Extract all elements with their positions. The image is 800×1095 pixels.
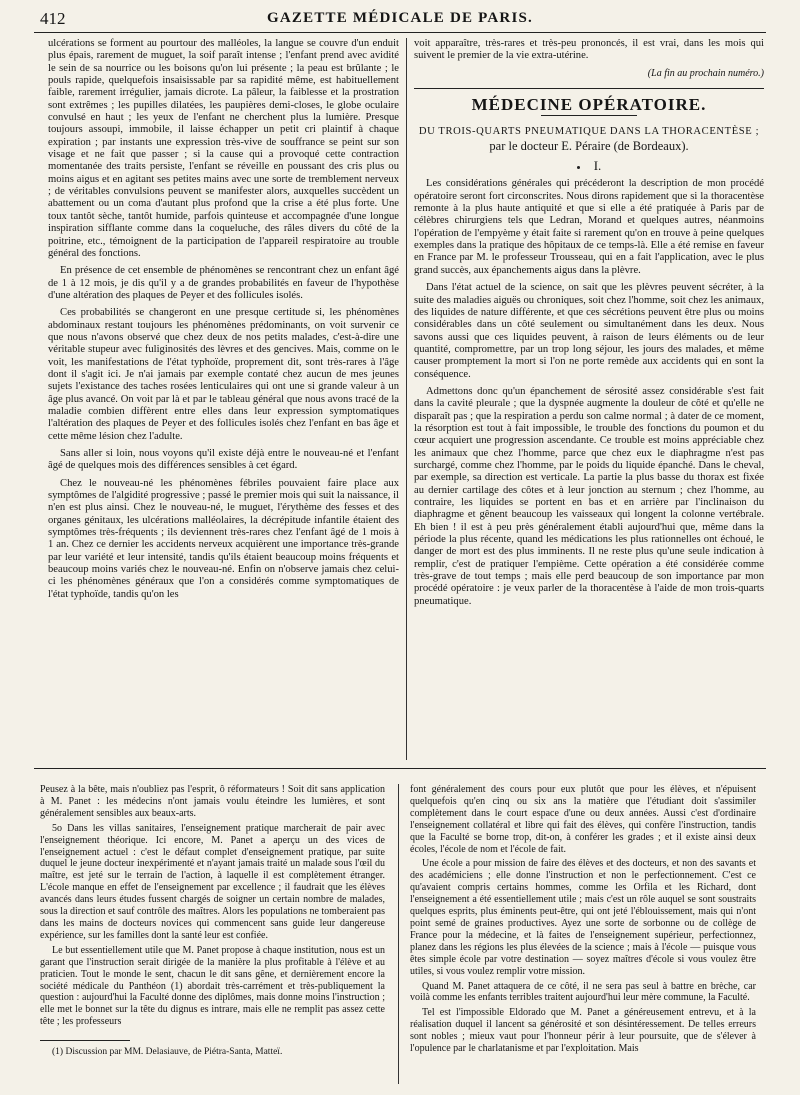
- left-column: [48, 38, 399, 606]
- bottom-left-paragraph: Le but essentiellement utile que M. Panet propose à chaque institution, nous est un garant que l'instruction serait dirigée de la manière la plus profitable à l'élève et au praticien. Tout le monde le sent, chacun le dit sans gêne, et dernièrement encore la société médicale du Panthéon (1) abordait très-carrément et très-publiquement la question : aujourd'hui la Faculté donne des diplômes, mais donne moins l'instruction ; elle met le bonnet sur la tête du dignus es intrare, mais elle ne remplit pas assez cette tête ; les professeurs: [40, 944, 385, 1028]
- article-author: par le docteur E. Péraire (de Bordeaux).: [489, 138, 689, 153]
- bottom-right-paragraph: Quand M. Panet attaquera de ce côté, il ne sera pas seul à battre en brèche, car voilà comme les enfants terribles traitent aujourd'hui leur mère commune, la Faculté.: [410, 980, 756, 1004]
- right-continuation: voit apparaître, très-rares et très-peu prononcés, il est vrai, dans les mois qui suivent le premier de la vie extra-utérine.: [414, 38, 764, 62]
- right-paragraph: Les considérations générales qui précéderont la description de mon procédé opératoire seront fort circonscrites. Nous dirons rapidement que si la thoracentèse remonte à la plus haute antiquité et que si elle a été pratiquée à Paris par de célèbres chirurgiens tels que Ledran, Morand et quelques autres, néanmoins l'opération de l'empyème y était faite si rarement qu'on en trouve à peine quelques exemples dans la pratique des hôpitaux de ce temps-là. Elle a été remise en faveur en France par M. le professeur Trousseau, qui en a fait l'application, avec le plus grand succès, aux épanchements aigus dans la plèvre.: [414, 178, 764, 276]
- bottom-right-paragraph: Une école a pour mission de faire des élèves et des docteurs, et non des savants et des académiciens ; elle donne l'instruction et non le perfectionnement. C'est ce qu'avaient compris certains hommes, comme les Orfila et les Richard, dont l'enseignement a été essentiellement utile ; mais c'est un rôle auquel se sont soustraits quelques esprits, plus éminents peut-être, qui ont jeté l'éblouissement, mais qui n'ont point semé de graines productives. Ayez une sorte de sorbonne ou de collège de France pour la médecine, et là faites de l'enseignement supérieur, perfectionnez, planez dans les régions les plus élevées de la science ; mais à l'école — puisque vous êtes simple école par votre destination — soyez maîtres d'école si vous voulez être utiles, si vous voulez remplir votre mission.: [410, 858, 756, 977]
- feuilleton-divider: [34, 768, 766, 769]
- page-number: 412: [40, 9, 66, 28]
- bottom-column-divider: [398, 784, 399, 1084]
- title-underline: [541, 115, 637, 116]
- section-number: I.: [414, 160, 764, 172]
- page-header: [34, 6, 766, 33]
- left-paragraph: Sans aller si loin, nous voyons qu'il existe déjà entre le nouveau-né et l'enfant âgé de quelques mois des différences sensibles à cet égard.: [48, 448, 399, 472]
- left-paragraph: En présence de cet ensemble de phénomènes se rencontrant chez un enfant âgé de 1 à 12 mois, je dis qu'il y a de grandes probabilités en faveur de l'hypothèse d'une altération des plaques de Peyer et des follicules isolés.: [48, 265, 399, 301]
- left-paragraph: Chez le nouveau-né les phénomènes fébriles pouvaient faire place aux symptômes de l'algidité progressive ; passé le premier mois qui suit la naissance, il n'en est plus ainsi. Chez le nouveau-né, le muguet, l'érythème des fesses et des organes génitaux, les ulcérations malléolaires, la décrépitude infantile étaient des symptômes très-fréquents ; ils deviennent très-rares chez l'enfant âgé de 1 mois à 1 an. Chez ce dernier les accidents nerveux acquièrent une importance très-grande par leur variété et leur intensité, tandis qu'ils étaient beaucoup moins fréquents et beaucoup moins variés chez le nouveau-né. Enfin on n'observe jamais chez celui-ci les phénomènes généraux que l'on a considérés comme symptomatiques de l'état typhoïde, tandis qu'on les: [48, 477, 399, 600]
- bottom-left-paragraph: 5o Dans les villas sanitaires, l'enseignement pratique marcherait de pair avec l'enseignement théorique. Ici encore, M. Panet a aperçu un des vices de l'enseignement actuel : c'est le défaut complet d'enseignement pratique, par suite duquel le jeune docteur inexpérimenté et n'ayant jamais traité un malade sous l'œil du maître, est jeté sur le terrain de l'action, à laquelle il est complètement étranger. L'école manque en effet de l'enseignement par excellence ; il faudrait que les élèves avancés dans leurs études fussent chargés de soigner un certain nombre de malades, sous la direction et sauf contrôle des maîtres. Alors les populations ne tomberaient pas dans les mains de docteurs novices qui commencent sans guide leur dangereuse expérience, sur les familles dont la santé leur est confiée.: [40, 822, 385, 941]
- article-title: DU TROIS-QUARTS PNEUMATIQUE DANS LA THORACENTÈSE ;: [418, 126, 760, 138]
- right-paragraph: Dans l'état actuel de la science, on sait que les plèvres peuvent sécréter, à la suite des maladies aiguës ou chroniques, soit chez l'homme, soit chez les animaux, des liquides de nature différente, et que ces sécrétions peuvent être plus ou moins considérables dans un côté seulement ou simultanément dans les deux. Nous savons aussi que ces liquides peuvent, à raison de leurs éléments ou de leur quantité, compromettre, par un trop long séjour, les jours des malades, et même causer promptement la mort si l'on ne porte remède aux accidents qui en sont la conséquence.: [414, 282, 764, 380]
- left-paragraph: ulcérations se forment au pourtour des malléoles, la langue se couvre d'un enduit plus épais, rarement de muguet, la soif paraît intense ; l'enfant prend avec avidité le sein de sa nourrice ou les boisons qu'on lui présente ; la peau est brûlante ; le pouls rapide, quelquefois insaisissable par sa rapidité même, est habituellement faible, rarement irrégulier, jamais dicrote. La pâleur, la faiblesse et la prostration sont extrêmes ; les pupilles dilatées, les paupières demi-closes, le globe oculaire convulsé en haut ; les yeux de l'enfant ne cherchent plus la lumière. Presque toujours assoupi, immobile, il laisse échapper un petit cri plaintif à chaque expiration ; par instants une expression très-vive de souffrance se peint sur son visage et ne fait que passer ; si la cause qui a provoqué cette contraction momentanée des traits persiste, l'enfant se réveille en poussant des cris plus ou moins aigus et en agitant ses petites mains avec une sorte de tremblement nerveux ; de véritables convulsions peuvent se manifester alors, auxquelles succèdent un abattement ou un coma d'autant plus profond que la crise a été plus forte. Une toux tantôt sèche, tantôt humide, parfois quinteuse et accompagnée d'une longue inspiration sifflante comme dans la coqueluche, des râles divers du côté de la poitrine, etc., témoignent de la participation de l'appareil respiratoire au trouble général des fonctions.: [48, 38, 399, 259]
- bottom-right-paragraph: Tel est l'impossible Eldorado que M. Panet a généreusement entrevu, et à la réalisation duquel il lancent sa générosité et son désintéressement. De telles erreurs sont nobles ; mieux vaut pour l'honneur périr à leur poursuite, que de s'élever à l'opulence par le charlatanisme et par l'exploitation. Mais: [410, 1007, 756, 1055]
- section-title: MÉDECINE OPÉRATOIRE.: [471, 95, 707, 115]
- bottom-left-column: [40, 784, 385, 1062]
- left-paragraph: Ces probabilités se changeront en une presque certitude si, les phénomènes abdominaux restant toujours les phénomènes prédominants, on voit survenir ce que nous n'avons observé que chez deux de nos petits malades, c'est-à-dire une véritable stupeur avec fuliginosités des lèvres et des gencives. Mais, comme on le voit, les manifestations de l'état typhoïde, proprement dit, sont très-rares à l'âge dont il s'agit ici. Je n'ai jamais par exemple contaté chez aucun de mes jeunes sujets l'existance des taches rosées lenticulaires qui ont une si grande valeur à un âge plus avancé. On voit par là et par le tableau général que nous avons tracé de la maladie combien diffèrent entre elles dans leur expression symptomatiques l'altération des plaques de Peyer et des follicules isolés chez l'enfant en bas âge et cette même lésion chez l'adulte.: [48, 307, 399, 442]
- footnote-rule: [40, 1040, 130, 1041]
- bottom-right-column: [410, 784, 756, 1058]
- right-paragraph: Admettons donc qu'un épanchement de sérosité assez considérable s'est fait dans la cavité pleurale ; que la dyspnée augmente la douleur de côté et qu'elle ne disparaît pas ; que la respiration a perdu son calme normal ; à dater de ce moment, la résorption est tout à fait impossible, le trouble des fonctions du poumon et du cœur acquiert une progression ascendante. Ce trouble est moins appréciable chez les animaux que chez l'homme, parce que chez eux le diaphragme n'est pas surchargé, comme chez l'homme, par le poids du liquide épanché. Dans le cheval, par exemple, sa direction est verticale. La partie la plus basse du thorax est fixée au dernier cartilage des côtes et à leur jonction au sternum ; chez l'homme, au contraire, les liquides se portent en bas et en arrière par l'inclinaison du diaphragme et gênent beaucoup les vaisseaux qui longent la colonne vertébrale. Eh bien ! il est à peu près généralement établi aujourd'hui que, même dans la période la plus récente, quand les médications les plus rationnelles ont échoué, le danger de mort est des plus imminents. Il ne reste plus qu'une seule indication à remplir, c'est de pratiquer l'empième. Cette opération a été considérée comme très-grave de tout temps ; mais elle perd beaucoup de son importance par mon procédé opératoire : je veux parler de la thoracentèse à l'aide de mon trois-quarts pneumatique.: [414, 385, 764, 607]
- column-divider: [406, 38, 407, 760]
- fin-note: (La fin au prochain numéro.): [647, 67, 764, 79]
- bottom-right-paragraph: font généralement des cours pour eux plutôt que pour les élèves, et n'épuisent quelquefois qu'en cinq ou six ans la matière que l'étudiant doit s'assimiler complètement dans le court espace d'une ou deux années. Aussi c'est d'ordinaire l'enseignement collatéral et libre qui fait des élèves, qui confère l'instruction, tandis que la Faculté se borne trop, dit-on, à conférer les grades ; et il existe ainsi deux écoles, l'école de nom et l'école de fait.: [410, 784, 756, 855]
- section-rule: [414, 88, 764, 89]
- journal-title: GAZETTE MÉDICALE DE PARIS.: [267, 10, 533, 26]
- bottom-left-paragraph: Peusez à la bête, mais n'oubliez pas l'esprit, ô réformateurs ! Soit dit sans application à M. Panet : les médecins n'ont jamais voulu éteindre les lumières, et sont généralement sensibles aux beaux-arts.: [40, 784, 385, 819]
- dot-mark: [577, 166, 580, 169]
- right-column: [414, 38, 764, 613]
- footnote: (1) Discussion par MM. Delasiauve, de Piétra-Santa, Matteï.: [52, 1047, 283, 1058]
